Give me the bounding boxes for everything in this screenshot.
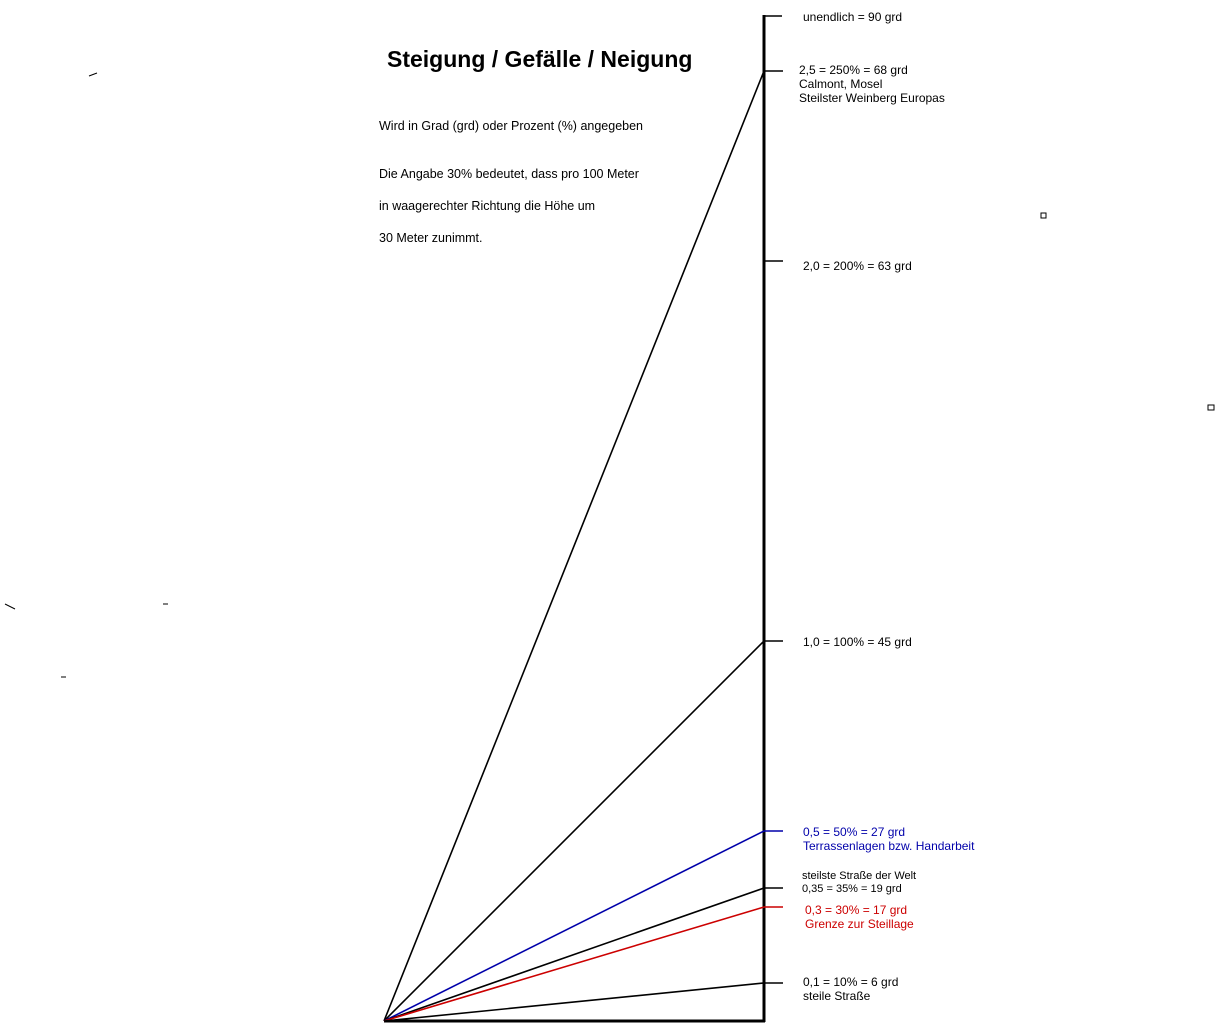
slope-label-4 (802, 870, 916, 896)
slope-label-6 (803, 975, 898, 1003)
slope-label-line: Steilster Weinberg Europas (799, 91, 945, 105)
intro-line-4: 30 Meter zunimmt. (379, 231, 483, 245)
slope-line-3 (384, 831, 764, 1021)
stray-mark (5, 604, 15, 609)
slope-label-line: 2,5 = 250% = 68 grd (799, 63, 908, 77)
slope-label-2 (803, 635, 912, 649)
slope-label-line: 0,35 = 35% = 19 grd (802, 883, 902, 895)
slope-label-line: Terrassenlagen bzw. Handarbeit (803, 839, 975, 853)
slope-label-line: Grenze zur Steillage (805, 917, 914, 931)
slope-label-0 (799, 63, 945, 105)
slope-label-line: 0,1 = 10% = 6 grd (803, 975, 899, 989)
slope-line-0 (384, 71, 764, 1021)
slope-label-line: steile Straße (803, 989, 871, 1003)
slope-label-line: steilste Straße der Welt (802, 870, 917, 882)
slope-label-3 (803, 825, 974, 853)
slope-label-line: 1,0 = 100% = 45 grd (803, 635, 912, 649)
slope-label-1 (803, 259, 912, 273)
stray-mark (89, 73, 97, 76)
intro-line-1: Wird in Grad (grd) oder Prozent (%) angegeben (379, 119, 644, 133)
diagram-title: Steigung / Gefälle / Neigung (387, 46, 693, 72)
slope-line-4 (384, 888, 764, 1021)
intro-line-2: Die Angabe 30% bedeutet, dass pro 100 Meter (379, 167, 639, 181)
slope-label-line: 0,5 = 50% = 27 grd (803, 825, 906, 839)
stray-box (1208, 405, 1214, 410)
slope-label-line: 2,0 = 200% = 63 grd (803, 259, 912, 273)
slope-label-5 (805, 903, 914, 931)
stray-box (1041, 213, 1046, 218)
label-unendlich: unendlich = 90 grd (803, 10, 903, 24)
slope-line-6 (384, 983, 764, 1021)
intro-line-3: in waagerechter Richtung die Höhe um (379, 199, 596, 213)
slope-label-line: 0,3 = 30% = 17 grd (805, 903, 908, 917)
slope-label-line: Calmont, Mosel (799, 77, 883, 91)
